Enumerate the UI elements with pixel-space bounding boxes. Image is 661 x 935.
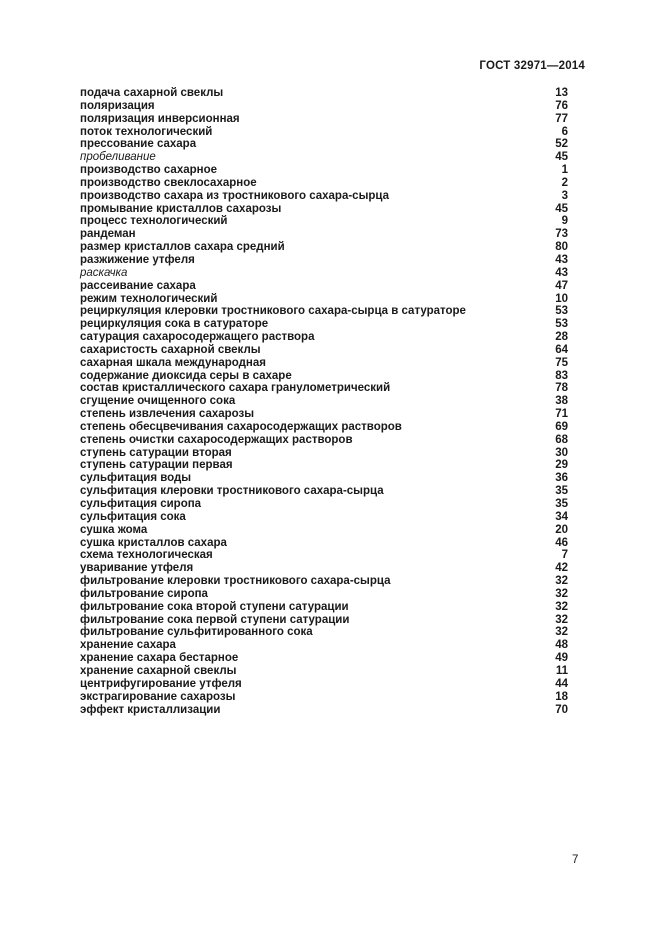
index-entry-row <box>80 126 568 139</box>
index-page-ref: 29 <box>555 459 568 472</box>
index-page-ref: 69 <box>555 420 568 433</box>
index-term: содержание диоксида серы в сахаре <box>80 369 292 382</box>
index-term: хранение сахарной свеклы <box>80 664 237 677</box>
index-entry-row <box>80 524 568 537</box>
index-page-ref: 76 <box>555 99 568 112</box>
index-term: ступень сатурации первая <box>80 459 233 472</box>
index-page-ref: 32 <box>555 626 568 639</box>
index-entry-row <box>80 113 568 126</box>
index-entry-row <box>80 408 568 421</box>
index-entry-row <box>80 357 568 370</box>
index-entry-row <box>80 318 568 331</box>
index-entry-row <box>80 665 568 678</box>
index-entry-row <box>80 100 568 113</box>
index-page-ref: 10 <box>555 292 568 305</box>
index-term: пробеливание <box>80 151 156 164</box>
index-page-ref: 30 <box>555 446 568 459</box>
index-entry-row <box>80 614 568 627</box>
index-page-ref: 42 <box>555 562 568 575</box>
index-term: сульфитация клеровки тростникового сахара-сырца <box>80 485 384 498</box>
index-entry-row <box>80 215 568 228</box>
index-term: сушка кристаллов сахара <box>80 536 227 549</box>
index-page-ref: 77 <box>555 112 568 125</box>
index-entry-row <box>80 472 568 485</box>
index-page-ref: 9 <box>561 215 568 228</box>
index-term: разжижение утфеля <box>80 253 195 266</box>
index-page-ref: 20 <box>555 523 568 536</box>
index-term: сахарная шкала международная <box>80 356 266 369</box>
index-term: экстрагирование сахарозы <box>80 690 236 703</box>
index-page-ref: 13 <box>555 87 568 99</box>
index-entry-row <box>80 203 568 216</box>
index-term: производство свеклосахарное <box>80 176 257 189</box>
index-entry-row <box>80 280 568 293</box>
index-entry-row <box>80 588 568 601</box>
index-entry-row <box>80 164 568 177</box>
index-page-ref: 52 <box>555 138 568 151</box>
index-page-ref: 34 <box>555 510 568 523</box>
index-entry-row <box>80 190 568 203</box>
index-entry-row <box>80 151 568 164</box>
index-term: хранение сахара <box>80 639 176 652</box>
index-term: уваривание утфеля <box>80 562 194 575</box>
index-page-ref: 7 <box>561 549 568 562</box>
index-page-ref: 36 <box>555 472 568 485</box>
index-page-ref: 44 <box>555 677 568 690</box>
index-term: поляризация инверсионная <box>80 112 240 125</box>
index-entry-row <box>80 434 568 447</box>
index-page-ref: 80 <box>555 241 568 254</box>
index-term: процесс технологический <box>80 215 228 228</box>
index-page-ref: 1 <box>561 164 568 177</box>
index-entry-row <box>80 254 568 267</box>
index-term: рандеман <box>80 228 136 241</box>
index-page-ref: 53 <box>555 305 568 318</box>
index-term: производство сахарное <box>80 164 218 177</box>
index-term: хранение сахара бестарное <box>80 652 239 665</box>
index-entry-row <box>80 511 568 524</box>
index-page-ref: 68 <box>555 433 568 446</box>
index-term: раскачка <box>80 266 128 279</box>
index-entry-row <box>80 241 568 254</box>
index-page-ref: 43 <box>555 266 568 279</box>
index-entry-row <box>80 575 568 588</box>
index-term: эффект кристаллизации <box>80 703 221 716</box>
index-entry-row <box>80 267 568 280</box>
index-term: фильтрование сульфитированного сока <box>80 626 313 639</box>
index-page-ref: 45 <box>555 151 568 164</box>
index-entry-row <box>80 138 568 151</box>
index-entry-row <box>80 562 568 575</box>
index-term: режим технологический <box>80 292 218 305</box>
index-term: сульфитация сиропа <box>80 498 202 510</box>
index-page-ref: 71 <box>555 408 568 421</box>
index-entry-row <box>80 704 568 717</box>
index-entry-row <box>80 382 568 395</box>
index-page-ref: 43 <box>555 253 568 266</box>
index-page-ref: 83 <box>555 369 568 382</box>
index-entry-row <box>80 652 568 665</box>
index-term: сатурация сахаросодержащего раствора <box>80 331 315 344</box>
index-entry-row <box>80 344 568 357</box>
index-entry-row <box>80 421 568 434</box>
index-term: степень обесцвечивания сахаросодержащих растворов <box>80 420 402 433</box>
index-entry-row <box>80 549 568 562</box>
index-entry-row <box>80 177 568 190</box>
document-header-title: ГОСТ 32971—2014 <box>479 60 585 72</box>
index-page-ref: 32 <box>555 575 568 588</box>
index-page-ref: 35 <box>555 498 568 510</box>
index-page-ref: 6 <box>561 125 568 138</box>
index-page-ref: 53 <box>555 318 568 331</box>
index-entry-row <box>80 293 568 306</box>
index-entry-row <box>80 485 568 498</box>
index-page-ref: 48 <box>555 639 568 652</box>
index-page-ref: 75 <box>555 356 568 369</box>
index-page-ref: 64 <box>555 343 568 356</box>
index-entry-row <box>80 691 568 704</box>
index-page-ref: 49 <box>555 652 568 665</box>
index-entry-row <box>80 639 568 652</box>
index-page-ref: 46 <box>555 536 568 549</box>
index-page-ref: 32 <box>555 600 568 613</box>
index-page-ref: 18 <box>555 690 568 703</box>
index-term: ступень сатурации вторая <box>80 446 232 459</box>
index-term: поток технологический <box>80 125 213 138</box>
index-term: сульфитация воды <box>80 472 192 485</box>
index-entry-row <box>80 626 568 639</box>
index-term: размер кристаллов сахара средний <box>80 241 285 254</box>
index-page-ref: 11 <box>555 664 568 677</box>
index-entry-row <box>80 370 568 383</box>
index-page-ref: 2 <box>561 176 568 189</box>
index-entry-row <box>80 228 568 241</box>
index-page-ref: 47 <box>555 279 568 292</box>
index-page-ref: 35 <box>555 485 568 498</box>
index-page-ref: 28 <box>555 331 568 344</box>
index-list <box>80 87 568 716</box>
index-term: рассеивание сахара <box>80 279 196 292</box>
index-entry-row <box>80 601 568 614</box>
index-term: фильтрование сока второй ступени сатурации <box>80 600 349 613</box>
index-entry-row <box>80 459 568 472</box>
index-term: состав кристаллического сахара гранулометрический <box>80 382 391 395</box>
index-term: центрифугирование утфеля <box>80 677 242 690</box>
index-term: степень очистки сахаросодержащих растворов <box>80 433 353 446</box>
index-term: сушка жома <box>80 523 148 536</box>
index-entry-row <box>80 447 568 460</box>
index-page-ref: 32 <box>555 613 568 626</box>
index-term: фильтрование сиропа <box>80 587 208 600</box>
index-term: фильтрование клеровки тростникового сахара-сырца <box>80 575 391 588</box>
index-page-ref: 3 <box>561 189 568 202</box>
index-page-ref: 70 <box>555 703 568 716</box>
index-term: поляризация <box>80 99 155 112</box>
index-page-ref: 32 <box>555 587 568 600</box>
index-term: рециркуляция сока в сатураторе <box>80 318 269 331</box>
index-term: схема технологическая <box>80 549 213 562</box>
index-term: сахаристость сахарной свеклы <box>80 343 261 356</box>
index-entry-row <box>80 305 568 318</box>
index-page-ref: 78 <box>555 382 568 395</box>
index-page-ref: 73 <box>555 228 568 241</box>
index-entry-row <box>80 395 568 408</box>
index-entry-row <box>80 537 568 550</box>
index-term: рециркуляция клеровки тростникового сахара-сырца в сатураторе <box>80 305 466 318</box>
index-term: сгущение очищенного сока <box>80 395 236 408</box>
index-term: фильтрование сока первой ступени сатурации <box>80 613 350 626</box>
index-term: промывание кристаллов сахарозы <box>80 202 282 215</box>
index-page-ref: 38 <box>555 395 568 408</box>
footer-page-number: 7 <box>572 854 579 866</box>
index-entry-row <box>80 498 568 511</box>
index-term: степень извлечения сахарозы <box>80 408 255 421</box>
index-entry-row <box>80 331 568 344</box>
index-page-ref: 45 <box>555 202 568 215</box>
index-term: сульфитация сока <box>80 510 186 523</box>
index-term: прессование сахара <box>80 138 197 151</box>
index-entry-row <box>80 678 568 691</box>
index-entry-row <box>80 87 568 100</box>
index-term: производство сахара из тростникового сахара-сырца <box>80 189 390 202</box>
index-term: подача сахарной свеклы <box>80 87 224 99</box>
